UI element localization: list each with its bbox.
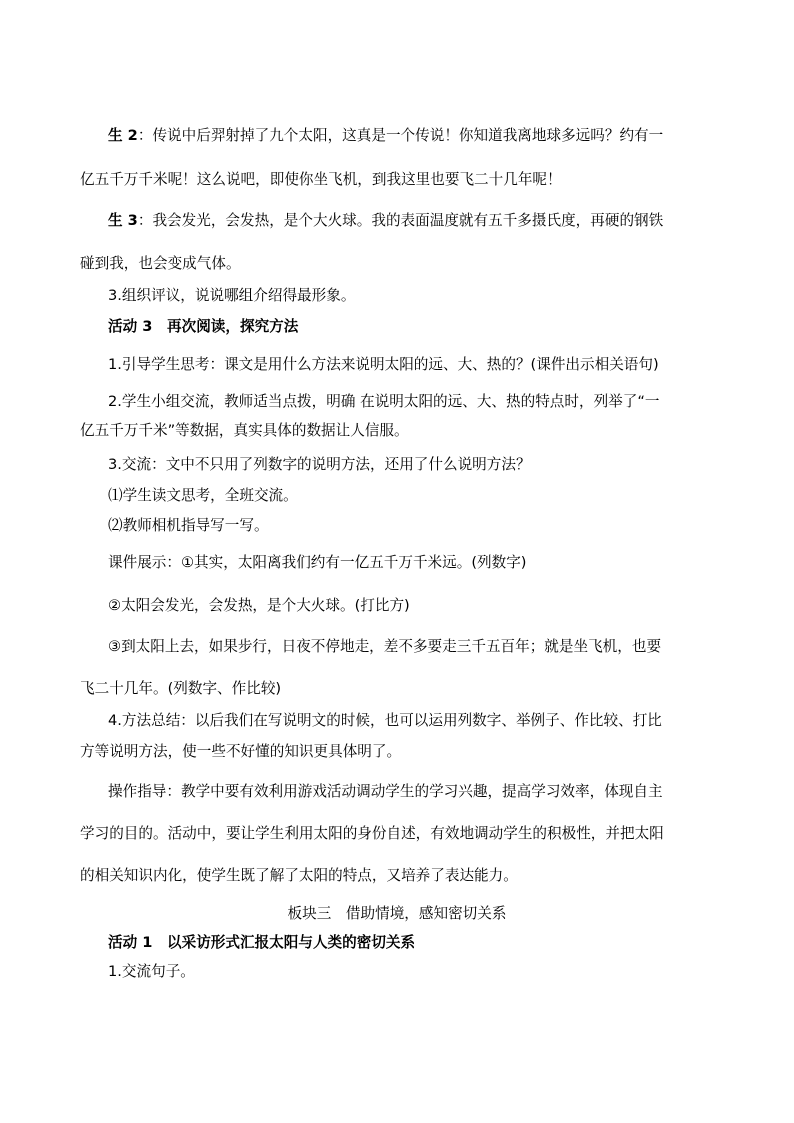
speech-line-sheng2: 生 2：传说中后羿射掉了九个太阳，这真是一个传说！你知道我离地球多远吗？约有一 [108,127,664,144]
text-line: 1.引导学生思考：课文是用什么方法来说明太阳的远、大、热的？(课件出示相关语句) [108,356,659,373]
text-line: 飞二十几年。(列数字、作比较) [80,680,282,697]
speech-line-sheng3: 生 3：我会发光，会发热，是个大火球。我的表面温度就有五千多摄氏度，再硬的钢铁 [108,212,664,229]
speaker-label: 生 2 [108,127,138,144]
text-line: 方等说明方法，使一些不好懂的知识更具体明了。 [80,743,402,760]
text-line: ⑴学生读文思考，全班交流。 [108,487,298,504]
text-line: ③到太阳上去，如果步行，日夜不停地走，差不多要走三千五百年；就是坐飞机，也要 [108,638,662,655]
text-line: 2.学生小组交流，教师适当点拨，明确 在说明太阳的远、大、热的特点时，列举了“一 [108,393,660,410]
activity-heading: 活动 1 以采访形式汇报太阳与人类的密切关系 [108,934,416,951]
text-line: 3.组织评议，说说哪组介绍得最形象。 [108,287,356,304]
text-line: 亿五千万千米呢！这么说吧，即使你坐飞机，到我这里也要飞二十几年呢！ [80,171,562,188]
text-line: ⑵教师相机指导写一写。 [108,517,269,534]
section-heading: 板块三 借助情境，感知密切关系 [287,905,507,922]
text-line: 3.交流：文中不只用了列数字的说明方法，还用了什么说明方法？ [108,456,531,473]
text-line: 亿五千万千米”等数据，真实具体的数据让人信服。 [80,422,409,439]
activity-heading: 活动 3 再次阅读，探究方法 [108,318,299,335]
text-line: 4.方法总结：以后我们在写说明文的时候，也可以运用列数字、举例子、作比较、打比 [108,712,662,729]
text-line: 1.交流句子。 [108,963,195,980]
text-line: 的相关知识内化，使学生既了解了太阳的特点，又培养了表达能力。 [80,867,518,884]
text-line: 操作指导：教学中要有效利用游戏活动调动学生的学习兴趣，提高学习效率，体现自主 [108,783,663,800]
text-line: 课件展示：①其实，太阳离我们约有一亿五千万千米远。(列数字) [108,554,527,571]
text-line: 学习的目的。活动中，要让学生利用太阳的身份自述，有效地调动学生的积极性，并把太阳 [80,825,664,842]
text-line: ②太阳会发光，会发热，是个大火球。(打比方) [108,597,410,614]
text-line: 碰到我，也会变成气体。 [80,255,241,272]
speaker-label: 生 3 [108,212,138,229]
